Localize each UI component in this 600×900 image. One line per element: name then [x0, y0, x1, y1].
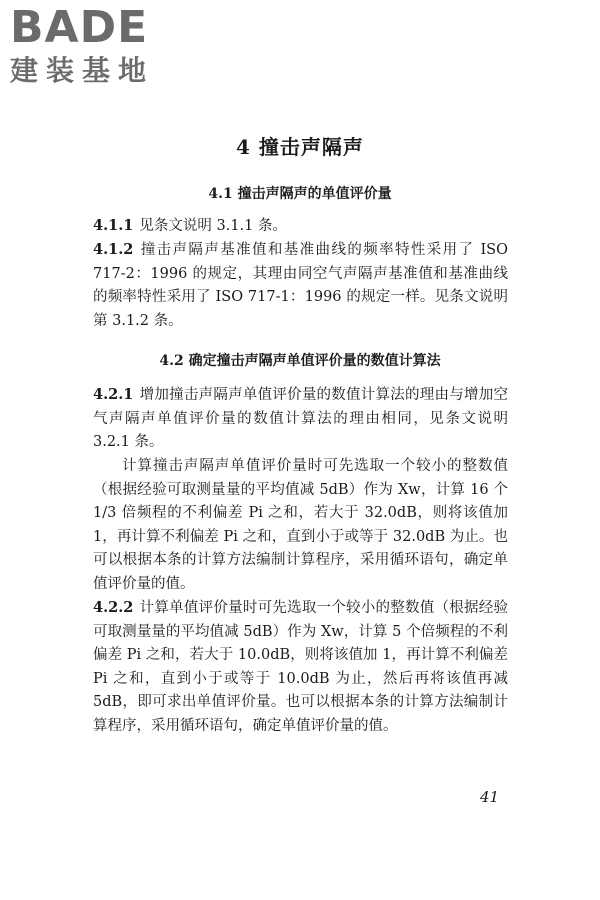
publisher-logo: [10, 4, 180, 88]
paragraph: [93, 383, 508, 455]
paragraph-text: 增加撞击声隔声单值评价量的数值计算法的理由与增加空气声隔声单值评价量的数值计算法的理由相同，见条文说明 3.2.1 条。: [93, 387, 508, 450]
paragraph: [93, 214, 508, 239]
section-title: 4.2 确定撞击声隔声单值评价量的数值计算法: [159, 353, 441, 369]
section-title: 4.1 撞击声隔声的单值评价量: [208, 186, 392, 202]
logo-subtitle: 建装基地: [10, 54, 155, 87]
paragraph-text: 见条文说明 3.1.1 条。: [139, 218, 287, 234]
paragraph: [93, 238, 508, 333]
paragraph-text: 计算单值评价量时可先选取一个较小的整数值（根据经验可取测量量的平均值减 5dB）作为 Xw，计算 5 个倍频程的不利偏差 Pi 之和，若大于 10.0dB，则将该值加 1，再计算不利偏差 Pi 之和，直到小于或等于 10.0dB 为止，然后再将该值再减 5dB，即可求出单值评价量。也可以根据本条的计算方法编制计算程序，采用循环语句，确定单值评价量的值。: [93, 600, 508, 734]
clause-number: 4.2.1: [93, 386, 134, 403]
clause-number: 4.1.2: [93, 241, 134, 258]
chapter-title: 4 撞击声隔声: [236, 135, 364, 159]
logo-wordmark: BADE: [10, 2, 149, 53]
clause-number: 4.1.1: [93, 217, 134, 234]
page-number: 41: [480, 788, 500, 806]
paragraph-text: 撞击声隔声基准值和基准曲线的频率特性采用了 ISO 717-2：1996 的规定，其理由同空气声隔声基准值和基准曲线的频率特性采用了 ISO 717-1：1996 的规定一样。见条文说明第 3.1.2 条。: [93, 242, 508, 329]
paragraph: [93, 596, 508, 738]
clause-number: 4.2.2: [93, 599, 134, 616]
paragraph-text: 计算撞击声隔声单值评价量时可先选取一个较小的整数值（根据经验可取测量量的平均值减 5dB）作为 Xw，计算 16 个 1/3 倍频程的不利偏差 Pi 之和，若大于 32.0dB，则将该值加 1，再计算不利偏差 Pi 之和，直到小于或等于 32.0dB 为止。也可以根据本条的计算方法编制计算程序，采用循环语句，确定单值评价量的值。: [93, 458, 508, 592]
paragraph: [93, 455, 508, 596]
